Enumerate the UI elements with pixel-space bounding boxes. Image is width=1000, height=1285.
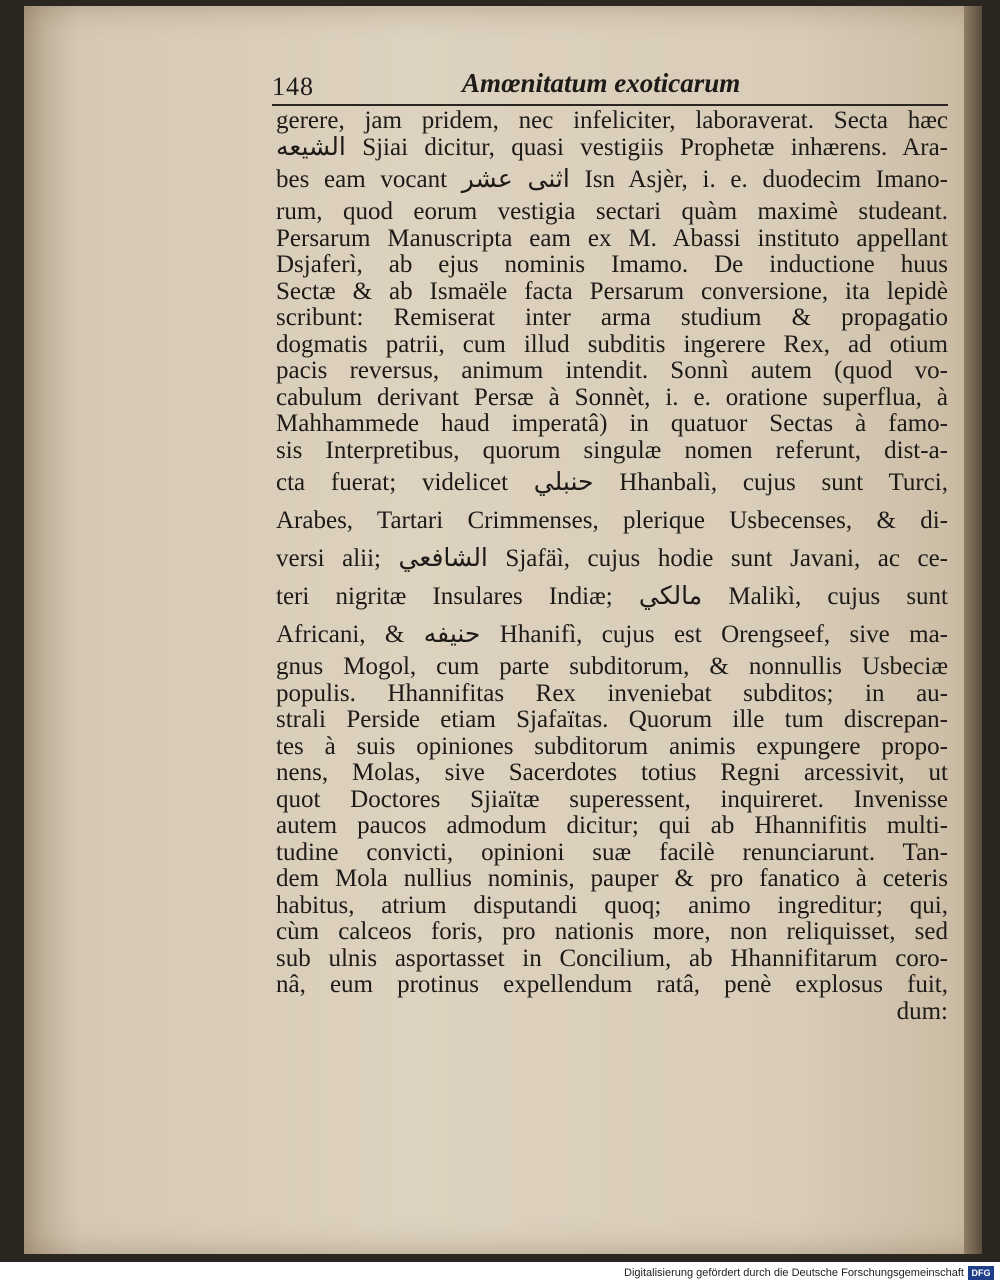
text-line: sub ulnis asportasset in Concilium, ab Hhannifitarum coro-: [276, 945, 948, 972]
page-header: [272, 68, 952, 108]
text-line: gnus Mogol, cum parte subditorum, & nonnullis Usbeciæ: [276, 654, 948, 680]
text-line: cta fuerat; videlicet حنبلي Hhanbalì, cujus sunt Turci,: [276, 469, 948, 496]
text-line: Persarum Manuscripta eam ex M. Abassi instituto appellant: [276, 225, 948, 252]
text-line: quot Doctores Sjiaïtæ superessent, inquireret. Invenisse: [276, 786, 948, 813]
text-line: populis. Hhannifitas Rex inveniebat subditos; in au-: [276, 680, 948, 707]
text-line: Arabes, Tartari Crimmenses, plerique Usbecenses, & di-: [276, 507, 948, 534]
text-line: cùm calceos foris, pro nationis more, non reliquisset, sed: [276, 919, 948, 945]
page-edge: [964, 6, 982, 1254]
text-line: rum, quod eorum vestigia sectari quàm maximè studeant.: [276, 199, 948, 225]
text-line: strali Perside etiam Sjafaïtas. Quorum ille tum discrepan-: [276, 707, 948, 733]
text-line: Mahhammede haud imperatâ) in quatuor Sectas à famo-: [276, 411, 948, 437]
text-line: dem Mola nullius nominis, pauper & pro fanatico à ceteris: [276, 866, 948, 892]
dfg-logo-icon: DFG: [968, 1266, 994, 1280]
text-line: gerere, jam pridem, nec infeliciter, laboraverat. Secta hæc: [276, 108, 948, 134]
text-line: Sectæ & ab Ismaële facta Persarum conversione, ita lepidè: [276, 278, 948, 305]
header-rule: [272, 104, 948, 106]
text-line: habitus, atrium disputandi quoq; animo ingreditur; qui,: [276, 892, 948, 919]
text-line: nâ, eum protinus expellendum ratâ, penè explosus fuit,: [276, 972, 948, 998]
catchword: dum:: [896, 998, 948, 1025]
text-line: dogmatis patrii, cum illud subditis ingerere Rex, ad otium: [276, 331, 948, 358]
text-line: bes eam vocant اثنى عشر Isn Asjèr, i. e. duodecim Imano-: [276, 166, 948, 193]
running-title: Amœnitatum exoticarum: [462, 68, 741, 98]
page-number: 148: [272, 72, 314, 101]
text-line: autem paucos admodum dicitur; qui ab Hhannifitis multi-: [276, 813, 948, 839]
text-line: teri nigritæ Insulares Indiæ; مالكي Malikì, cujus sunt: [276, 583, 948, 610]
body-text: [276, 108, 948, 1025]
text-line: الشيعه Sjiai dicitur, quasi vestigiis Prophetæ inhærens. Ara-: [276, 134, 948, 161]
text-line: tudine convicti, opinioni suæ facilè renunciarunt. Tan-: [276, 839, 948, 866]
text-line: nens, Molas, sive Sacerdotes totius Regni arcessivit, ut: [276, 760, 948, 786]
text-line: versi alii; الشافعي Sjafäì, cujus hodie sunt Javani, ac ce-: [276, 545, 948, 572]
text-line: Africani, & حنيفه Hhanifì, cujus est Orengseef, sive ma-: [276, 621, 948, 648]
text-line: pacis reversus, animum intendit. Sonnì autem (quod vo-: [276, 358, 948, 384]
text-line: cabulum derivant Persæ à Sonnèt, i. e. oratione superflua, à: [276, 384, 948, 411]
digitization-footer: [0, 1262, 1000, 1285]
text-line: sis Interpretibus, quorum singulæ nomen referunt, dist-a-: [276, 437, 948, 464]
footer-credit: Digitalisierung gefördert durch die Deutsche Forschungsgemeinschaft: [624, 1267, 964, 1279]
text-line: tes à suis opiniones subditorum animis expungere propo-: [276, 733, 948, 760]
text-line: scribunt: Remiserat inter arma studium & propagatio: [276, 305, 948, 331]
text-line: Dsjaferì, ab ejus nominis Imamo. De inductione huus: [276, 252, 948, 278]
